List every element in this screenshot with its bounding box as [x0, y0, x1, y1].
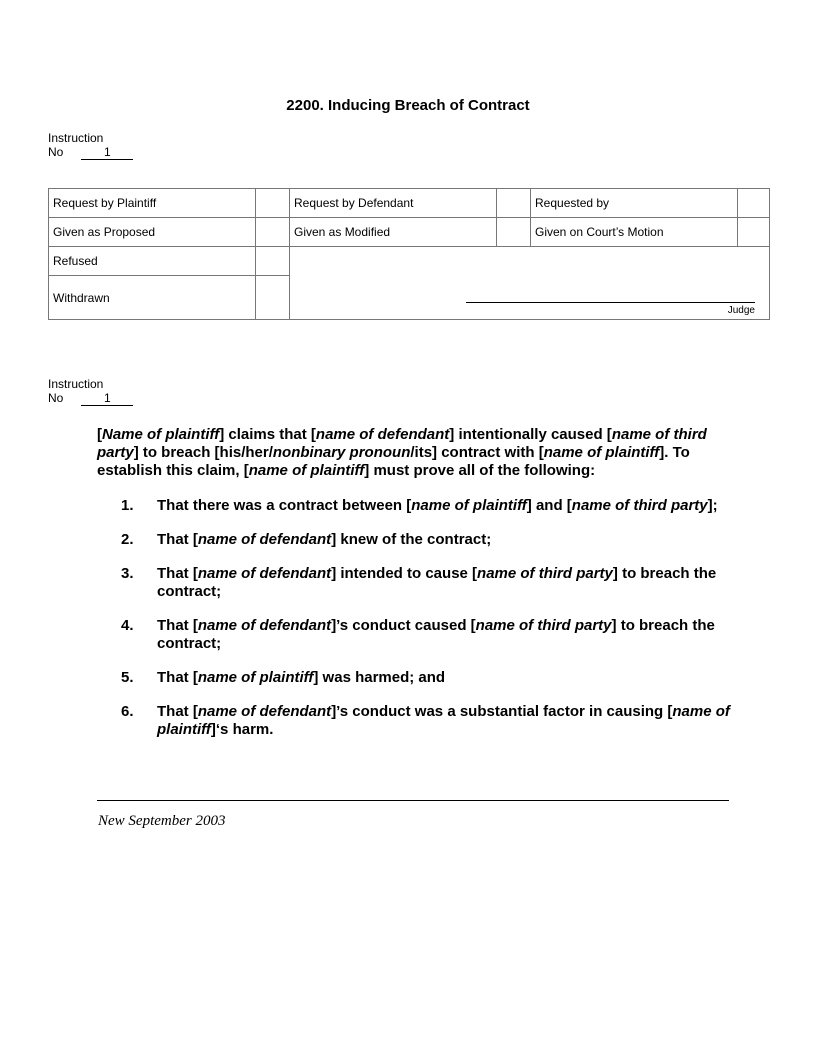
list-item: 2. That [name of defendant] knew of the contract; — [121, 531, 492, 548]
refused-label: Refused — [49, 247, 256, 276]
judge-signature-line — [466, 302, 755, 303]
instruction-body — [97, 426, 737, 755]
given-on-courts-motion-checkbox[interactable] — [738, 218, 770, 247]
given-as-modified-label: Given as Modified — [290, 218, 497, 247]
request-by-plaintiff-checkbox[interactable] — [256, 189, 290, 218]
request-by-plaintiff-label: Request by Plaintiff — [49, 189, 256, 218]
revision-note: New September 2003 — [98, 813, 226, 829]
withdrawn-label: Withdrawn — [49, 276, 256, 320]
list-item: 1. That there was a contract between [name of plaintiff] and [name of third party]; — [121, 497, 718, 514]
instruction-number: 1 — [81, 392, 133, 406]
intro-paragraph: [Name of plaintiff] claims that [name of defendant] intentionally caused [name of third party] to breach [his/her/nonbinary pronoun/its] contract with [name of plaintiff]. To establish this claim, [name of plaintiff] must prove all of the following: — [97, 426, 707, 479]
request-table — [48, 188, 770, 320]
instruction-label: Instruction — [48, 131, 104, 145]
given-on-courts-motion-label: Given on Court’s Motion — [531, 218, 738, 247]
requested-by-checkbox[interactable] — [738, 189, 770, 218]
list-item: 6. That [name of defendant]’s conduct was a substantial factor in causing [name of plaintiff]‘s harm. — [121, 703, 730, 738]
refused-checkbox[interactable] — [256, 247, 290, 276]
judge-signature-area — [290, 247, 770, 320]
instruction-number-top — [48, 131, 133, 160]
given-as-proposed-label: Given as Proposed — [49, 218, 256, 247]
page-title: 2200. Inducing Breach of Contract — [286, 97, 530, 114]
request-by-defendant-checkbox[interactable] — [497, 189, 531, 218]
footer-divider — [97, 800, 729, 801]
instruction-number-bottom — [48, 377, 133, 406]
instruction-label: Instruction — [48, 377, 104, 391]
withdrawn-checkbox[interactable] — [256, 276, 290, 320]
list-item: 5. That [name of plaintiff] was harmed; and — [121, 669, 446, 686]
instruction-no-label: No — [48, 391, 64, 405]
judge-label: Judge — [727, 305, 755, 316]
requested-by-label: Requested by — [531, 189, 738, 218]
given-as-modified-checkbox[interactable] — [497, 218, 531, 247]
instruction-number: 1 — [81, 146, 133, 160]
list-item: 3. That [name of defendant] intended to cause [name of third party] to breach the contract; — [121, 565, 717, 600]
request-by-defendant-label: Request by Defendant — [290, 189, 497, 218]
elements-list — [97, 497, 737, 739]
given-as-proposed-checkbox[interactable] — [256, 218, 290, 247]
list-item: 4. That [name of defendant]’s conduct caused [name of third party] to breach the contract; — [121, 617, 715, 652]
instruction-no-label: No — [48, 145, 64, 159]
